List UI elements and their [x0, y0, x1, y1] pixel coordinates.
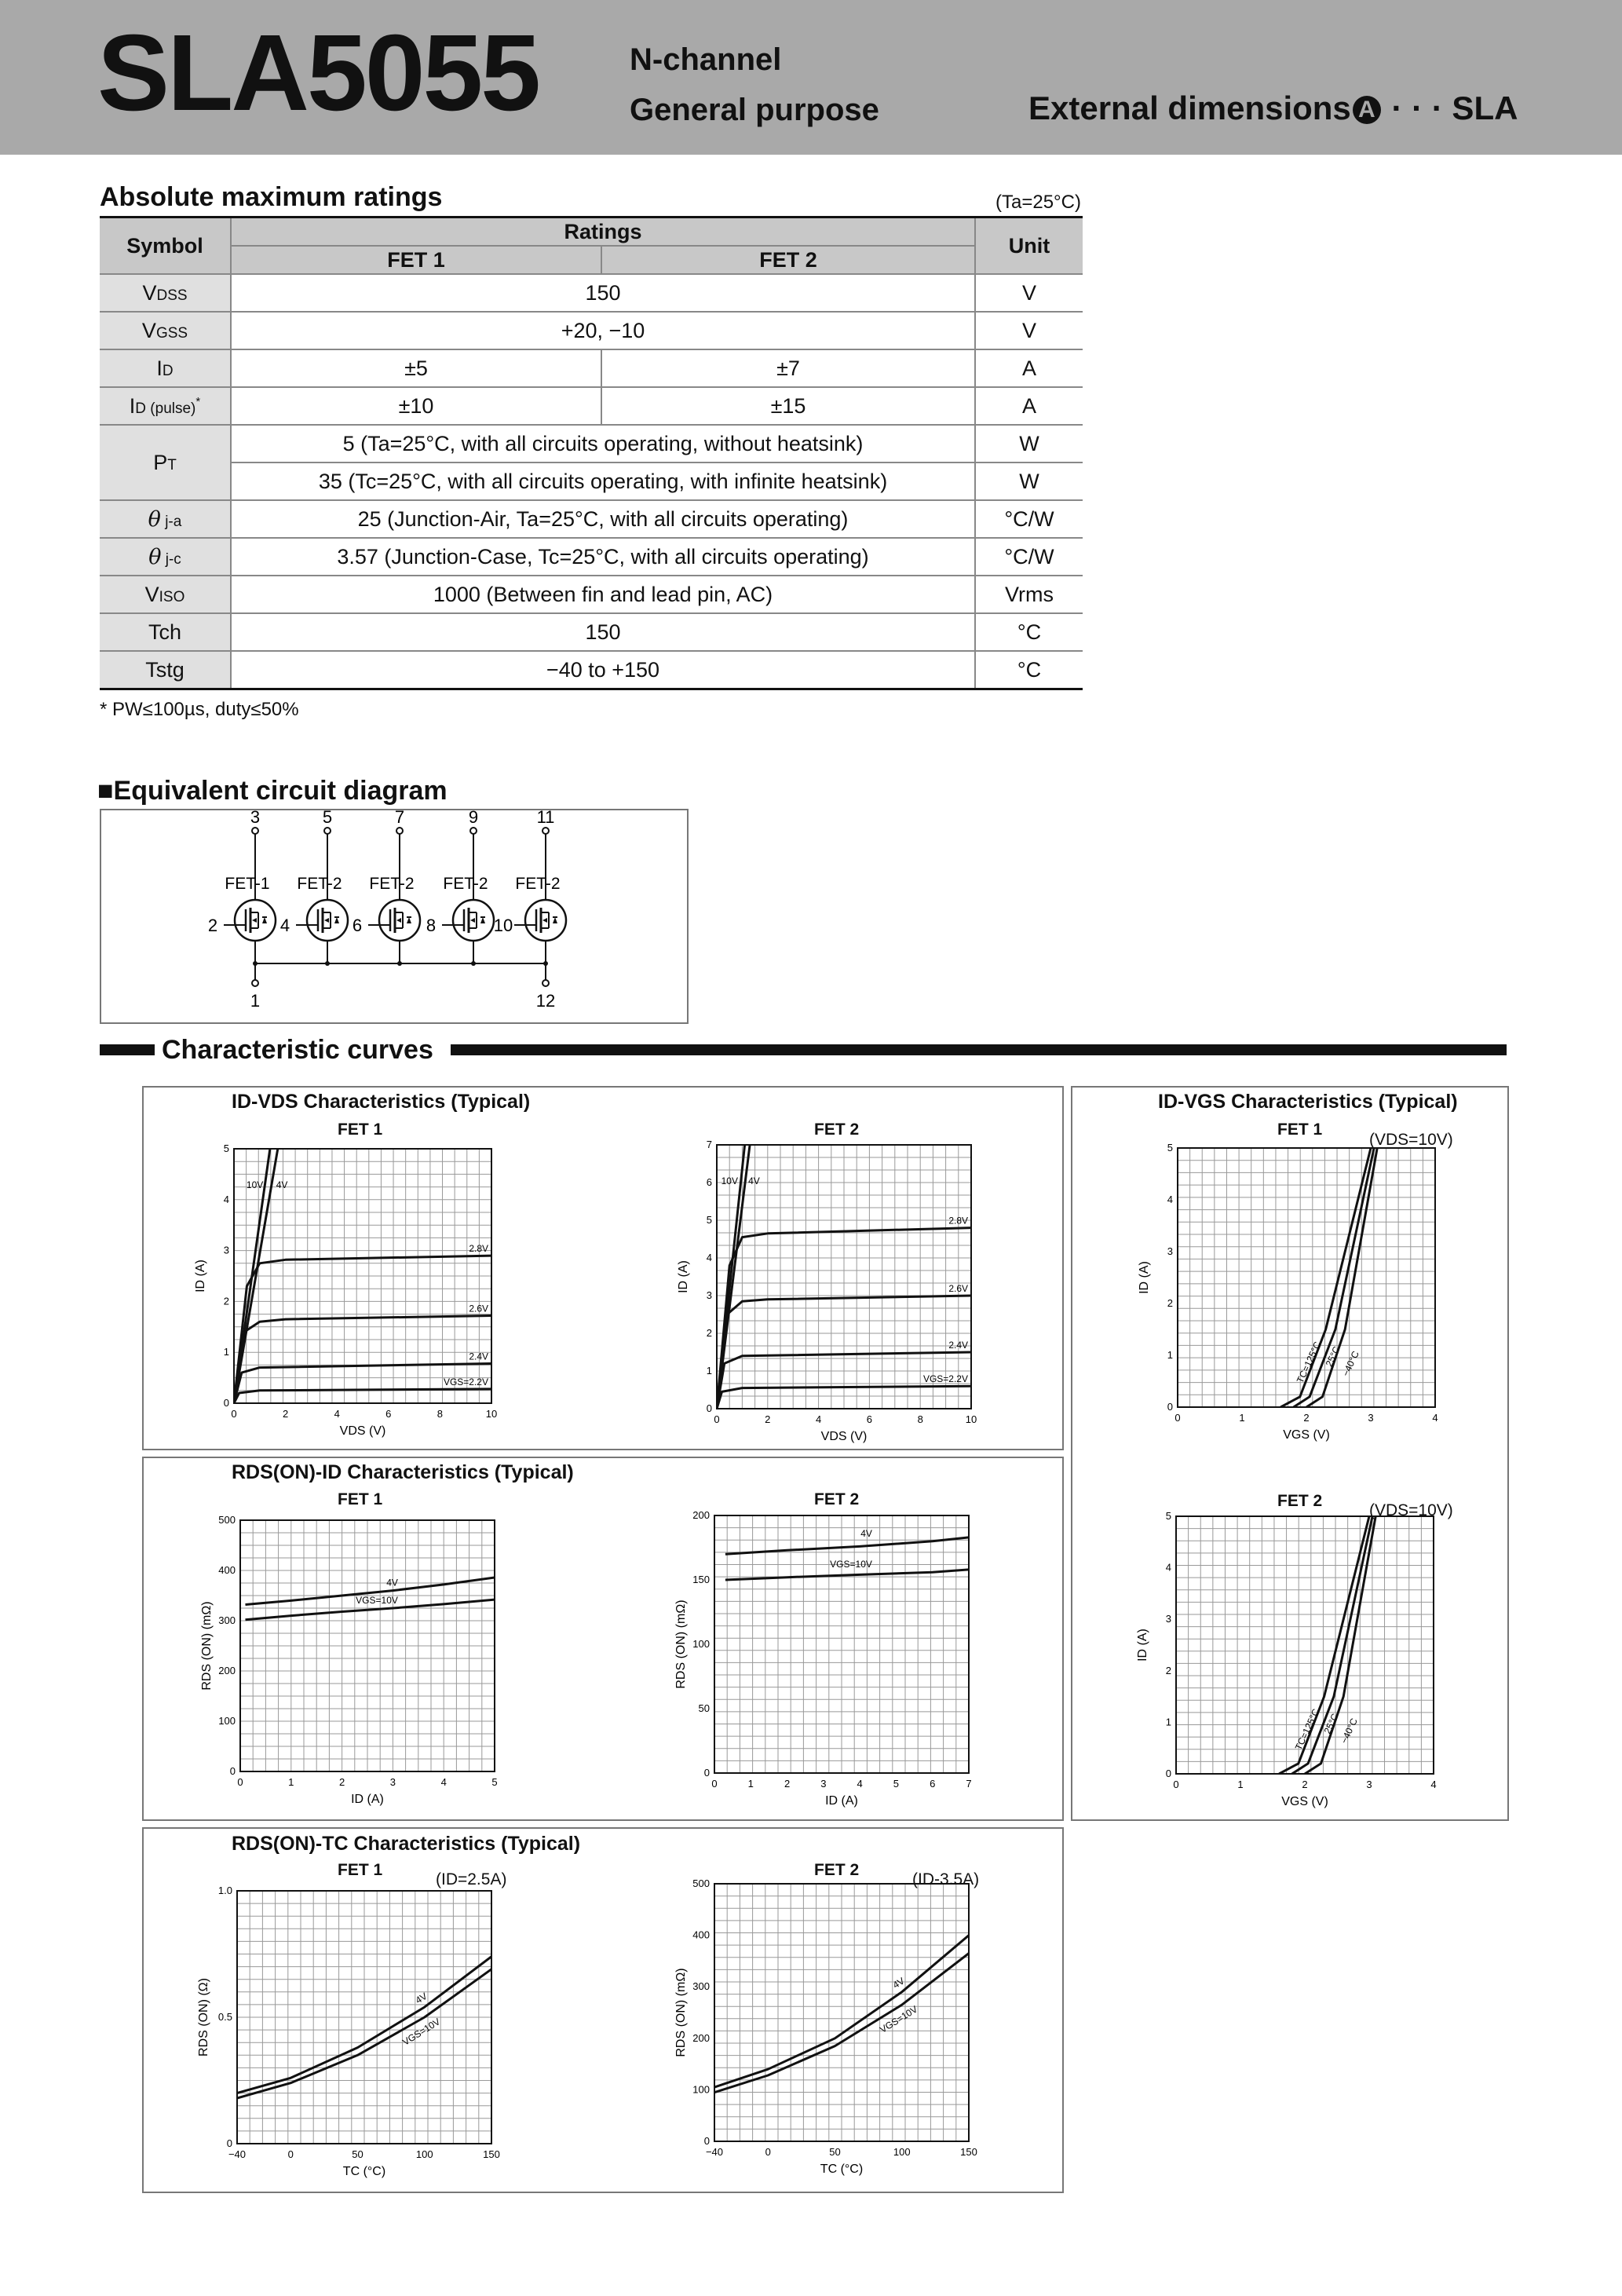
- x-tick-label: 150: [960, 2146, 977, 2158]
- section-rule-left: [100, 1044, 155, 1055]
- x-axis-label: VGS (V): [1283, 1428, 1330, 1442]
- external-circle-mark: A: [1353, 96, 1381, 124]
- x-tick-label: 50: [352, 2148, 363, 2160]
- pin-terminal: [542, 980, 549, 986]
- chart-label-fet1: FET 1: [338, 1121, 383, 1139]
- series-label: −40°C: [1338, 1716, 1360, 1746]
- part-number: SLA5055: [97, 13, 539, 133]
- body-diode: [262, 917, 267, 923]
- x-axis-label: VDS (V): [820, 1430, 868, 1443]
- chart-label-fet2: FET 2: [814, 1121, 860, 1139]
- x-tick-label: 0: [714, 1413, 720, 1425]
- x-tick-label: 4: [1430, 1779, 1437, 1790]
- table-row: [100, 312, 1083, 349]
- body-diode: [480, 917, 485, 923]
- series-label: VGS=2.2V: [443, 1376, 488, 1387]
- table-row: [100, 387, 1083, 425]
- x-tick-label: 4: [334, 1408, 340, 1420]
- y-tick-label: 0: [226, 2137, 232, 2149]
- y-tick-label: 5: [706, 1214, 712, 1226]
- y-tick-label: 0: [223, 1397, 229, 1409]
- x-tick-label: 5: [491, 1776, 498, 1788]
- x-tick-label: 50: [829, 2146, 841, 2158]
- y-tick-label: 1: [1165, 1716, 1171, 1728]
- equivalent-circuit-diagram: [101, 810, 687, 1022]
- series-label: 10V: [246, 1179, 264, 1190]
- y-axis-label: ID (A): [194, 1260, 207, 1292]
- x-tick-label: 8: [917, 1413, 923, 1425]
- idvds-box: [142, 1086, 1064, 1450]
- row-symbol: VDSS: [100, 274, 231, 312]
- chart-condition: (VDS=10V): [1369, 1131, 1453, 1149]
- row-unit: W: [975, 425, 1083, 462]
- table-row: [100, 613, 1083, 651]
- pin-number: 8: [426, 916, 437, 935]
- row-unit: °C: [975, 651, 1083, 689]
- row-symbol: PT: [100, 425, 231, 500]
- row-unit: V: [975, 312, 1083, 349]
- channel-arrow: [324, 918, 329, 923]
- table-row: [100, 576, 1083, 613]
- fet-label: FET-2: [297, 875, 342, 893]
- mosfet-symbol: [307, 900, 348, 941]
- pin-terminal: [252, 828, 258, 834]
- x-tick-label: 150: [483, 2148, 500, 2160]
- curves-title: Characteristic curves: [162, 1035, 433, 1065]
- external-label: External dimensions: [1028, 90, 1351, 126]
- x-tick-label: 0: [237, 1776, 243, 1788]
- x-tick-label: 2: [1303, 1412, 1310, 1424]
- x-axis-label: TC (°C): [342, 2165, 386, 2178]
- y-tick-label: 1: [1167, 1349, 1173, 1361]
- fet-label: FET-1: [225, 875, 270, 893]
- series-label: 2.4V: [469, 1351, 488, 1362]
- row-symbol: Tch: [100, 613, 231, 651]
- x-tick-label: 10: [965, 1413, 977, 1425]
- pin-terminal: [324, 828, 331, 834]
- x-tick-label: 4: [857, 1778, 863, 1790]
- col-ratings: Ratings: [231, 218, 975, 247]
- y-tick-label: 5: [1167, 1142, 1173, 1153]
- y-tick-label: 0: [703, 2135, 710, 2147]
- channel-arrow: [252, 918, 257, 923]
- pin-number: 2: [207, 916, 218, 935]
- x-tick-label: 0: [765, 2146, 771, 2158]
- y-axis-label: ID (A): [677, 1260, 690, 1293]
- pin-number: 10: [493, 916, 513, 935]
- channel-arrow: [542, 918, 547, 923]
- section-rule-right: [451, 1044, 1507, 1055]
- x-tick-label: 2: [1302, 1779, 1308, 1790]
- y-tick-label: 300: [218, 1614, 236, 1626]
- row-unit: °C: [975, 613, 1083, 651]
- chart-label-fet1: FET 1: [338, 1490, 383, 1508]
- x-tick-label: 100: [893, 2146, 911, 2158]
- y-tick-label: 500: [218, 1514, 236, 1526]
- row-symbol: Tstg: [100, 651, 231, 689]
- x-tick-label: 1: [1237, 1779, 1244, 1790]
- chart-label-fet1: FET 1: [1277, 1121, 1323, 1139]
- series-label: −40°C: [1339, 1349, 1361, 1378]
- pin-number: 5: [322, 810, 333, 827]
- channel-arrow: [396, 918, 401, 923]
- row-value-fet2: ±15: [601, 387, 975, 425]
- pin-terminal: [542, 828, 549, 834]
- x-tick-label: 0: [287, 2148, 294, 2160]
- y-axis-label: RDS (ON) (mΩ): [200, 1601, 214, 1691]
- pin-terminal: [396, 828, 403, 834]
- y-axis-label: ID (A): [1138, 1261, 1151, 1294]
- mosfet-symbol: [453, 900, 494, 941]
- circuit-title: ■Equivalent circuit diagram: [97, 776, 448, 806]
- y-axis-label: RDS (ON) (Ω): [197, 1978, 210, 2057]
- row-value: 35 (Tc=25°C, with all circuits operating, with infinite heatsink): [231, 462, 975, 500]
- pin-terminal: [252, 980, 258, 986]
- pin-number: 11: [536, 810, 555, 827]
- x-tick-label: 3: [389, 1776, 396, 1788]
- row-value: +20, −10: [231, 312, 975, 349]
- junction-dot: [397, 961, 402, 966]
- circuit-box: [100, 809, 689, 1024]
- table-row: [100, 349, 1083, 387]
- mosfet-symbol: [379, 900, 420, 941]
- series-label: VGS=10V: [356, 1595, 398, 1606]
- y-tick-label: 1.0: [217, 1885, 232, 1896]
- x-tick-label: 1: [288, 1776, 294, 1788]
- row-value-fet1: ±5: [231, 349, 601, 387]
- row-value: 25 (Junction-Air, Ta=25°C, with all circuits operating): [231, 500, 975, 538]
- y-tick-label: 400: [692, 1929, 710, 1941]
- table-row: [100, 462, 1083, 500]
- channel-type: N-channel: [630, 42, 782, 77]
- y-axis-label: RDS (ON) (mΩ): [674, 1600, 688, 1689]
- y-tick-label: 6: [706, 1176, 712, 1188]
- ratings-condition: (Ta=25°C): [995, 192, 1081, 213]
- external-suffix: · · · SLA: [1391, 90, 1518, 126]
- x-tick-label: 1: [747, 1778, 754, 1790]
- x-tick-label: 6: [385, 1408, 392, 1420]
- x-tick-label: 3: [820, 1778, 827, 1790]
- y-tick-label: 200: [218, 1665, 236, 1676]
- series-label: VGS=2.2V: [922, 1373, 968, 1385]
- x-tick-label: −40: [228, 2148, 247, 2160]
- x-tick-label: 10: [485, 1408, 498, 1420]
- x-axis-label: VDS (V): [339, 1424, 386, 1438]
- table-row: [100, 274, 1083, 312]
- x-tick-label: 0: [231, 1408, 237, 1420]
- series-label: 2.6V: [948, 1283, 968, 1294]
- fet-label: FET-2: [443, 875, 488, 893]
- idvds-title: ID-VDS Characteristics (Typical): [232, 1091, 531, 1113]
- chart-condition: (VDS=10V): [1369, 1501, 1453, 1519]
- x-tick-label: 7: [966, 1778, 972, 1790]
- rdsid-title: RDS(ON)-ID Characteristics (Typical): [232, 1461, 574, 1483]
- x-tick-label: 5: [893, 1778, 900, 1790]
- col-unit: Unit: [975, 218, 1083, 275]
- chart-label-fet2: FET 2: [814, 1861, 860, 1879]
- row-value: 5 (Ta=25°C, with all circuits operating, without heatsink): [231, 425, 975, 462]
- y-tick-label: 4: [1165, 1561, 1171, 1574]
- x-tick-label: 0: [1174, 1412, 1181, 1424]
- y-axis-label: RDS (ON) (mΩ): [674, 1968, 688, 2057]
- y-tick-label: 4: [1167, 1194, 1173, 1205]
- mosfet-symbol: [525, 900, 566, 941]
- pin-terminal: [470, 828, 477, 834]
- x-tick-label: 2: [282, 1408, 289, 1420]
- row-unit: W: [975, 462, 1083, 500]
- row-unit: °C/W: [975, 500, 1083, 538]
- x-tick-label: 6: [866, 1413, 873, 1425]
- junction-dot: [543, 961, 548, 966]
- row-value-fet2: ±7: [601, 349, 975, 387]
- y-tick-label: 500: [692, 1877, 710, 1889]
- y-tick-label: 200: [692, 1509, 710, 1521]
- mosfet-symbol: [235, 900, 276, 941]
- series-label: 2.6V: [469, 1303, 488, 1314]
- table-row: [100, 500, 1083, 538]
- x-tick-label: 100: [415, 2148, 433, 2160]
- y-tick-label: 100: [692, 1638, 710, 1650]
- y-tick-label: 50: [698, 1702, 710, 1714]
- y-tick-label: 2: [1165, 1664, 1171, 1676]
- series-label: TC=125°C: [1292, 1706, 1322, 1753]
- y-tick-label: 3: [1165, 1613, 1171, 1625]
- fet-label: FET-2: [369, 875, 415, 893]
- y-tick-label: 3: [1167, 1245, 1173, 1257]
- x-tick-label: −40: [705, 2146, 724, 2158]
- series-label: 4V: [890, 1975, 907, 1991]
- series-label: 4V: [413, 1990, 429, 2006]
- fet-label: FET-2: [515, 875, 561, 893]
- junction-dot: [325, 961, 330, 966]
- row-unit: A: [975, 349, 1083, 387]
- series-label: 10V: [721, 1175, 738, 1186]
- series-label: 4V: [386, 1577, 398, 1589]
- chart-label-fet2: FET 2: [1277, 1492, 1323, 1510]
- x-axis-label: VGS (V): [1281, 1795, 1328, 1808]
- y-tick-label: 4: [706, 1252, 712, 1263]
- x-tick-label: 4: [440, 1776, 447, 1788]
- external-dimensions: [1028, 90, 1518, 127]
- x-tick-label: 4: [815, 1413, 822, 1425]
- series-label: 2.8V: [948, 1215, 968, 1227]
- purpose: General purpose: [630, 93, 879, 127]
- col-symbol: Symbol: [100, 218, 231, 275]
- y-tick-label: 3: [706, 1289, 712, 1301]
- body-diode: [407, 917, 411, 923]
- y-tick-label: 4: [223, 1193, 229, 1205]
- rdstc-title: RDS(ON)-TC Characteristics (Typical): [232, 1833, 581, 1855]
- chart-label-fet1: FET 1: [338, 1861, 383, 1879]
- series-label: TC=125°C: [1294, 1340, 1324, 1385]
- x-axis-label: ID (A): [825, 1794, 858, 1808]
- y-tick-label: 0.5: [217, 2011, 232, 2023]
- y-tick-label: 5: [223, 1143, 229, 1154]
- row-value: 1000 (Between fin and lead pin, AC): [231, 576, 975, 613]
- header-band: [0, 0, 1622, 155]
- y-tick-label: 0: [1165, 1768, 1171, 1779]
- y-tick-label: 1: [223, 1346, 229, 1358]
- body-diode: [334, 917, 339, 923]
- x-tick-label: 4: [1432, 1412, 1438, 1424]
- series-label: VGS=10V: [400, 2016, 443, 2048]
- row-symbol: VISO: [100, 576, 231, 613]
- y-tick-label: 1: [706, 1365, 712, 1377]
- series-label: 2.4V: [948, 1340, 968, 1351]
- series-label: 4V: [276, 1179, 288, 1190]
- series-label: 4V: [748, 1175, 760, 1186]
- chart-condition: (ID-3.5A): [912, 1870, 980, 1888]
- y-tick-label: 150: [692, 1574, 710, 1585]
- y-tick-label: 2: [223, 1295, 229, 1307]
- series-label: 25°C: [1323, 1344, 1343, 1369]
- y-tick-label: 2: [1167, 1297, 1173, 1309]
- pin-number: 6: [352, 916, 363, 935]
- row-value-fet1: ±10: [231, 387, 601, 425]
- table-row: [100, 538, 1083, 576]
- pin-number: 7: [394, 810, 405, 827]
- row-symbol: θ j-c: [100, 538, 231, 576]
- x-tick-label: 2: [784, 1778, 791, 1790]
- row-unit: A: [975, 387, 1083, 425]
- pin-number: 4: [279, 916, 290, 935]
- y-tick-label: 300: [692, 1980, 710, 1993]
- series-label: 25°C: [1321, 1711, 1341, 1736]
- chart-label-fet2: FET 2: [814, 1490, 860, 1508]
- row-symbol: ID (pulse)*: [100, 387, 231, 425]
- series-label: VGS=10V: [830, 1559, 872, 1570]
- series-label: 4V: [860, 1527, 872, 1539]
- channel-arrow: [470, 918, 475, 923]
- row-symbol: VGSS: [100, 312, 231, 349]
- x-tick-label: 8: [437, 1408, 444, 1420]
- col-fet2: FET 2: [601, 246, 975, 274]
- pin-number: 9: [468, 810, 479, 827]
- x-tick-label: 2: [765, 1413, 771, 1425]
- row-value: 150: [231, 274, 975, 312]
- idvgs-title: ID-VGS Characteristics (Typical): [1158, 1091, 1458, 1113]
- row-unit: °C/W: [975, 538, 1083, 576]
- row-value: −40 to +150: [231, 651, 975, 689]
- y-tick-label: 400: [218, 1564, 236, 1576]
- x-tick-label: 3: [1368, 1412, 1374, 1424]
- col-fet1: FET 1: [231, 246, 601, 274]
- pin-number: 1: [250, 991, 261, 1011]
- x-axis-label: TC (°C): [820, 2163, 864, 2176]
- pin-number: 12: [535, 991, 556, 1011]
- y-tick-label: 0: [706, 1402, 712, 1414]
- pin-number: 3: [250, 810, 261, 827]
- ratings-table: [100, 216, 1083, 690]
- table-row: [100, 651, 1083, 689]
- row-unit: Vrms: [975, 576, 1083, 613]
- y-axis-label: ID (A): [1136, 1629, 1149, 1662]
- ratings-footnote: * PW≤100µs, duty≤50%: [100, 699, 299, 720]
- x-axis-label: ID (A): [351, 1793, 384, 1806]
- x-tick-label: 0: [711, 1778, 718, 1790]
- y-tick-label: 0: [229, 1765, 236, 1777]
- junction-dot: [471, 961, 476, 966]
- y-tick-label: 7: [706, 1139, 712, 1150]
- x-tick-label: 0: [1173, 1779, 1179, 1790]
- y-tick-label: 0: [703, 1767, 710, 1779]
- series-label: VGS=10V: [878, 2003, 920, 2035]
- row-value: 3.57 (Junction-Case, Tc=25°C, with all circuits operating): [231, 538, 975, 576]
- x-tick-label: 2: [338, 1776, 345, 1788]
- body-diode: [553, 917, 557, 923]
- y-tick-label: 5: [1165, 1510, 1171, 1522]
- table-row: [100, 425, 1083, 462]
- series-label: 2.8V: [469, 1243, 488, 1255]
- y-tick-label: 200: [692, 2031, 710, 2044]
- x-tick-label: 6: [930, 1778, 936, 1790]
- x-tick-label: 3: [1366, 1779, 1372, 1790]
- row-symbol: θ j-a: [100, 500, 231, 538]
- x-tick-label: 1: [1239, 1412, 1245, 1424]
- y-tick-label: 100: [692, 2083, 710, 2096]
- y-tick-label: 2: [706, 1327, 712, 1339]
- y-tick-label: 100: [218, 1715, 236, 1727]
- row-symbol: ID: [100, 349, 231, 387]
- ratings-title: Absolute maximum ratings: [100, 182, 443, 212]
- junction-dot: [253, 961, 258, 966]
- rdsid-box: [142, 1457, 1064, 1821]
- y-tick-label: 0: [1167, 1401, 1173, 1413]
- row-unit: V: [975, 274, 1083, 312]
- row-value: 150: [231, 613, 975, 651]
- chart-condition: (ID=2.5A): [436, 1870, 507, 1888]
- idvgs-box: [1071, 1086, 1509, 1821]
- y-tick-label: 3: [223, 1244, 229, 1256]
